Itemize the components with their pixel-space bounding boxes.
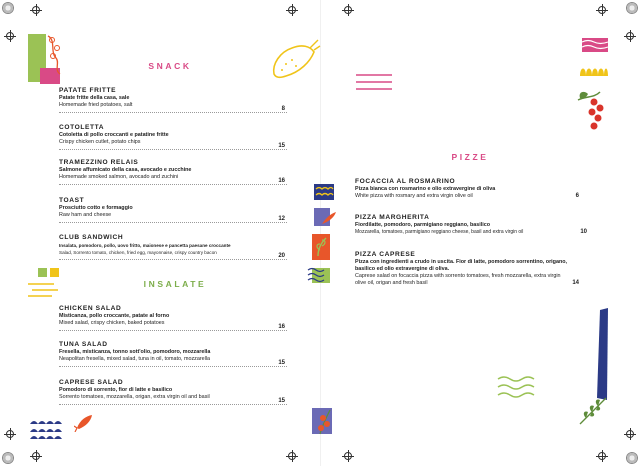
- registration-mark-icon: [342, 450, 354, 462]
- item-divider: [59, 182, 287, 185]
- item-description-it: Misticanza, pollo croccante, patate al forno: [59, 313, 170, 319]
- item-description-en: Sorrento tomatoes, mozzarella, origan, extra virgin oil and basil: [59, 394, 210, 400]
- item-price: 12: [278, 216, 285, 222]
- menu-item: [59, 340, 287, 367]
- item-description-en: Homemade fried potatoes, salt: [59, 102, 133, 108]
- wave-icon: [496, 374, 536, 400]
- item-price: 20: [278, 253, 285, 259]
- menu-item: [59, 86, 287, 113]
- item-price: 16: [278, 324, 285, 330]
- item-price: 6: [575, 193, 579, 199]
- registration-mark-icon: [30, 4, 42, 16]
- item-description-en: Mixed salad, crispy chicken, baked potatoes: [59, 320, 165, 326]
- fish-icon: [74, 412, 96, 432]
- menu-item: [355, 177, 581, 200]
- item-description-it: Fresella, misticanza, tonno sott'olio, pomodoro, mozzarella: [59, 349, 211, 355]
- bread-icon: [24, 266, 66, 300]
- registration-mark-icon: [286, 4, 298, 16]
- insalate-section-title: INSALATE: [143, 279, 207, 289]
- item-price: 10: [580, 229, 587, 235]
- item-name: TOAST: [59, 197, 85, 204]
- menu-item: [59, 196, 287, 223]
- item-divider: [59, 220, 287, 223]
- item-price: 14: [572, 280, 579, 286]
- item-description-it: Prosciutto cotto e formaggio: [59, 205, 133, 211]
- menu-item: [59, 378, 287, 405]
- item-price: 8: [281, 106, 285, 112]
- item-description-en: Caprese salad on focaccia pizza with sorrento tomatoes, fresh mozzarella, extra virgin olive oil, origan and fresh basil: [355, 273, 561, 286]
- registration-mark-icon: [596, 450, 608, 462]
- item-description-en: Mozzarella, tomatoes, parmigiano reggiano cheese, basil and extra virgin oil: [355, 229, 524, 235]
- registration-mark-icon: [596, 4, 608, 16]
- item-name: CLUB SANDWICH: [59, 234, 124, 241]
- corner-dot-icon: [2, 452, 14, 464]
- item-description-en: Homemade smoked salmon, avocado and zuchini: [59, 174, 179, 180]
- wave-icon: [28, 416, 64, 440]
- item-description-en: White pizza with rosmary and extra virgin olive oil: [355, 193, 473, 199]
- wave-icon: [306, 264, 332, 284]
- item-name: PIZZA CAPRESE: [355, 251, 416, 258]
- item-description-en: Crispy chicken cutlet, potato chips: [59, 139, 141, 145]
- wave-icon: [580, 34, 610, 54]
- item-name: TRAMEZZINO RELAIS: [59, 159, 139, 166]
- tomato-vine-icon: [574, 86, 608, 136]
- corner-dot-icon: [626, 452, 638, 464]
- menu-item: [355, 250, 581, 287]
- basil-leaf-icon: [308, 232, 334, 262]
- corner-dot-icon: [626, 2, 638, 14]
- registration-mark-icon: [4, 30, 16, 42]
- tomato-vine-icon: [308, 404, 338, 438]
- registration-mark-icon: [624, 428, 636, 440]
- item-description-it: Insalata, pomodoro, pollo, uovo fritto, maionese e pancetta paesane croccante: [59, 243, 231, 248]
- item-divider: [59, 402, 287, 405]
- item-name: FOCACCIA AL ROSMARINO: [355, 178, 456, 185]
- item-price: 15: [278, 398, 285, 404]
- menu-item: [59, 233, 287, 260]
- snack-section-title: SNACK: [148, 61, 192, 71]
- item-name: PIZZA MARGHERITA: [355, 214, 430, 221]
- menu-item: [59, 304, 287, 331]
- item-price: 15: [278, 143, 285, 149]
- pizze-section-title: PIZZE: [451, 152, 489, 162]
- item-divider: [59, 147, 287, 150]
- menu-item: [59, 158, 287, 185]
- item-description-it: Pizza bianca con rosmarino e olio extravergine di oliva: [355, 186, 496, 192]
- item-description-it: Patate fritte della casa, sale: [59, 95, 130, 101]
- stripe-icon: [594, 306, 612, 402]
- item-name: CAPRESE SALAD: [59, 379, 124, 386]
- lines-icon: [354, 72, 394, 92]
- item-divider: [59, 257, 287, 260]
- bread-icon: [578, 62, 610, 78]
- item-divider: [59, 328, 287, 331]
- item-description-en: Raw ham and cheese: [59, 212, 112, 218]
- registration-mark-icon: [286, 450, 298, 462]
- item-price: 15: [278, 360, 285, 366]
- item-name: PATATE FRITTE: [59, 87, 117, 94]
- corner-dot-icon: [2, 2, 14, 14]
- item-description-it: Cotoletta di pollo croccanti e patatine fritte: [59, 132, 169, 138]
- item-description-it: Pizza con ingredienti a crudo in uscita. Fior di latte, pomodoro sorrentino, origano, basilico ed olio extravergine di oliva.: [355, 259, 568, 272]
- item-divider: [59, 364, 287, 367]
- item-name: COTOLETTA: [59, 124, 105, 131]
- item-description-it: Pomodoro di sorrento, fior di latte e basilico: [59, 387, 173, 393]
- registration-mark-icon: [342, 4, 354, 16]
- item-price: 16: [278, 178, 285, 184]
- item-description-en: Neapolitan fresella, mixed salad, tuna in oil, tomato, mozzarella: [59, 356, 211, 362]
- menu-item: [355, 213, 587, 236]
- bread-icon: [312, 182, 336, 202]
- item-description-it: Fiordilatte, pomodoro, parmigiano reggiano, basilico: [355, 222, 491, 228]
- registration-mark-icon: [4, 428, 16, 440]
- menu-item: [59, 123, 287, 150]
- item-divider: [59, 110, 287, 113]
- registration-mark-icon: [624, 30, 636, 42]
- basil-leaf-icon: [576, 394, 610, 428]
- item-name: CHICKEN SALAD: [59, 305, 122, 312]
- item-description-it: Salmone affumicato della casa, avocado e zucchine: [59, 167, 192, 173]
- tomato-vine-icon: [26, 28, 72, 90]
- lemon-icon: [270, 34, 322, 80]
- fish-icon: [312, 206, 338, 228]
- item-description-en: Salad, Sorrento tomato, chicken, fried egg, mayonnaise, crispy country bacon: [59, 250, 217, 255]
- registration-mark-icon: [30, 450, 42, 462]
- item-name: TUNA SALAD: [59, 341, 108, 348]
